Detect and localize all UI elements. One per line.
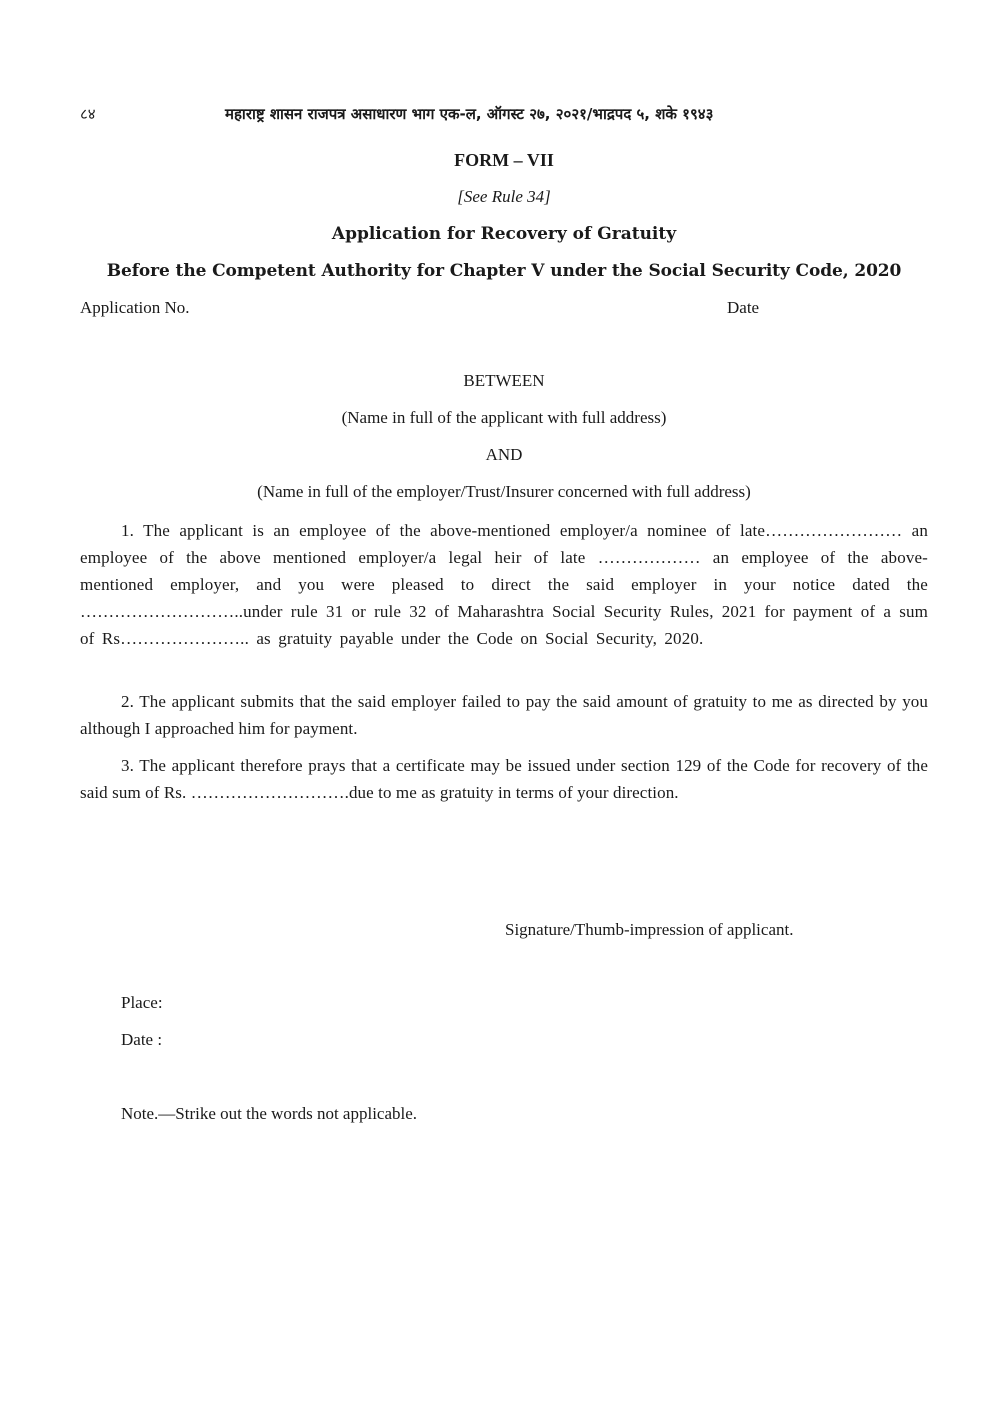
footnote: Note.—Strike out the words not applicable. (121, 1104, 418, 1123)
and-label: AND (485, 445, 523, 464)
application-number-label: Application No. (80, 298, 190, 317)
running-header (80, 104, 840, 128)
application-date-label: Date (727, 298, 760, 317)
paragraph-1: 1. The applicant is an employee of the above-mentioned employer/a nominee of late…………………… an employee of the above mentioned employer/a legal heir of late ……………… an employee of the above-mentioned employer, and you were pleased to direct the said employer in your notice dated the ………………………..under rule 31 or rule 32 of Maharashtra Social Security Rules, 2021 for payment of a sum of Rs………………….. as gratuity payable under the Code on Social Security, 2020. (80, 521, 928, 648)
paragraph-3: 3. The applicant therefore prays that a certificate may be issued under section 129 of the Code for recovery of the said sum of Rs. ……………………….due to me as gratuity in terms of your direction. (80, 756, 928, 802)
between-label: BETWEEN (463, 371, 545, 390)
form-title: FORM – VII (454, 150, 554, 170)
application-heading: Application for Recovery of Gratuity (331, 224, 677, 244)
gazette-header-line: महाराष्ट्र शासन राजपत्र असाधारण भाग एक-ल, ऑगस्ट २७, २०२१/भाद्रपद ५, शके १९४३ (225, 105, 714, 123)
signature-line: Signature/Thumb-impression of applicant. (505, 920, 794, 939)
see-rule-reference: [See Rule 34] (457, 187, 551, 206)
place-label: Place: (121, 993, 163, 1012)
employer-name-placeholder: (Name in full of the employer/Trust/Insurer concerned with full address) (257, 482, 751, 501)
authority-heading: Before the Competent Authority for Chapter V under the Social Security Code, 2020 (106, 261, 902, 281)
paragraph-2: 2. The applicant submits that the said employer failed to pay the said amount of gratuity to me as directed by you although I approached him for payment. (80, 692, 928, 738)
page-number: ८४ (80, 105, 96, 123)
footer-date-label: Date : (121, 1030, 163, 1049)
applicant-name-placeholder: (Name in full of the applicant with full address) (341, 408, 667, 427)
